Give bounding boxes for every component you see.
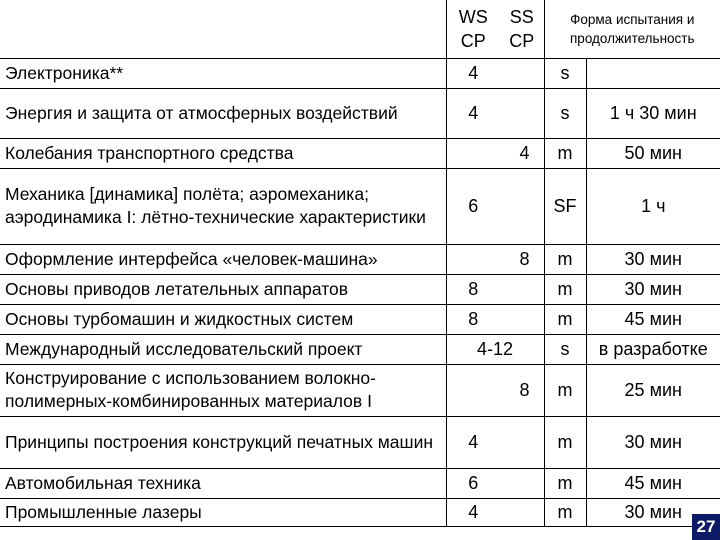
ws-cell: 8	[446, 304, 500, 334]
ss-cp-header: SS CP	[500, 0, 544, 58]
duration-cell: 50 мин	[586, 138, 720, 168]
ss-cell	[500, 168, 544, 244]
table-row	[0, 468, 720, 498]
table-row	[0, 58, 720, 88]
subject-cell: Колебания транспортного средства	[0, 138, 446, 168]
ws-cell: 6	[446, 168, 500, 244]
table-row	[0, 244, 720, 274]
subject-cell: Оформление интерфейса «человек-машина»	[0, 244, 446, 274]
form-cell: m	[544, 498, 586, 526]
subject-cell: Электроника**	[0, 58, 446, 88]
duration-cell: в разработке	[586, 334, 720, 364]
table-row	[0, 304, 720, 334]
subject-cell: Конструирование с использованием волокно-полимерных-комбинированных материалов I	[0, 364, 446, 416]
subject-cell: Международный исследовательский проект	[0, 334, 446, 364]
table-row	[0, 168, 720, 244]
form-duration-header: Форма испытания и продолжительность	[544, 0, 720, 58]
duration-cell: 30 мин	[586, 244, 720, 274]
table-row	[0, 138, 720, 168]
table-row	[0, 334, 720, 364]
duration-cell	[586, 58, 720, 88]
ws-cell: 4	[446, 416, 500, 468]
ss-cell	[500, 468, 544, 498]
form-cell: s	[544, 58, 586, 88]
subject-header	[0, 0, 446, 58]
form-cell: SF	[544, 168, 586, 244]
ws-cell: 8	[446, 274, 500, 304]
ss-cell: 4	[500, 138, 544, 168]
duration-cell: 30 мин	[586, 274, 720, 304]
ws-cell	[446, 138, 500, 168]
ss-cell: 8	[500, 244, 544, 274]
form-cell: m	[544, 274, 586, 304]
ss-cell	[500, 304, 544, 334]
duration-cell: 1 ч	[586, 168, 720, 244]
table-row	[0, 416, 720, 468]
table-row	[0, 498, 720, 526]
duration-cell: 45 мин	[586, 468, 720, 498]
ws-cell: 4	[446, 88, 500, 138]
table-row	[0, 364, 720, 416]
ss-cell: 8	[500, 364, 544, 416]
duration-cell: 30 мин	[586, 416, 720, 468]
duration-cell: 1 ч 30 мин	[586, 88, 720, 138]
duration-cell: 25 мин	[586, 364, 720, 416]
form-cell: m	[544, 304, 586, 334]
form-cell: s	[544, 334, 586, 364]
subject-cell: Механика [динамика] полёта; аэромеханика; аэродинамика I: лётно-технические характеристики	[0, 168, 446, 244]
table-row	[0, 274, 720, 304]
subject-cell: Промышленные лазеры	[0, 498, 446, 526]
ss-cell	[500, 58, 544, 88]
ss-cell	[500, 274, 544, 304]
ss-cell	[500, 88, 544, 138]
ws-ss-span-cell: 4-12	[446, 334, 544, 364]
duration-cell: 30 мин	[586, 498, 720, 526]
form-cell: m	[544, 468, 586, 498]
ws-cell: 4	[446, 58, 500, 88]
form-cell: m	[544, 416, 586, 468]
subject-cell: Автомобильная техника	[0, 468, 446, 498]
ws-cell	[446, 364, 500, 416]
table-row	[0, 88, 720, 138]
subject-cell: Энергия и защита от атмосферных воздействий	[0, 88, 446, 138]
form-cell: s	[544, 88, 586, 138]
form-cell: m	[544, 244, 586, 274]
ws-cell: 6	[446, 468, 500, 498]
form-cell: m	[544, 364, 586, 416]
duration-cell: 45 мин	[586, 304, 720, 334]
ws-cell	[446, 244, 500, 274]
subject-cell: Принципы построения конструкций печатных машин	[0, 416, 446, 468]
header-row	[0, 0, 720, 58]
ws-cell: 4	[446, 498, 500, 526]
subject-cell: Основы турбомашин и жидкостных систем	[0, 304, 446, 334]
ws-cp-header: WS CP	[446, 0, 500, 58]
form-cell: m	[544, 138, 586, 168]
subject-cell: Основы приводов летательных аппаратов	[0, 274, 446, 304]
ss-cell	[500, 498, 544, 526]
page-number-badge: 27	[692, 514, 720, 540]
ss-cell	[500, 416, 544, 468]
